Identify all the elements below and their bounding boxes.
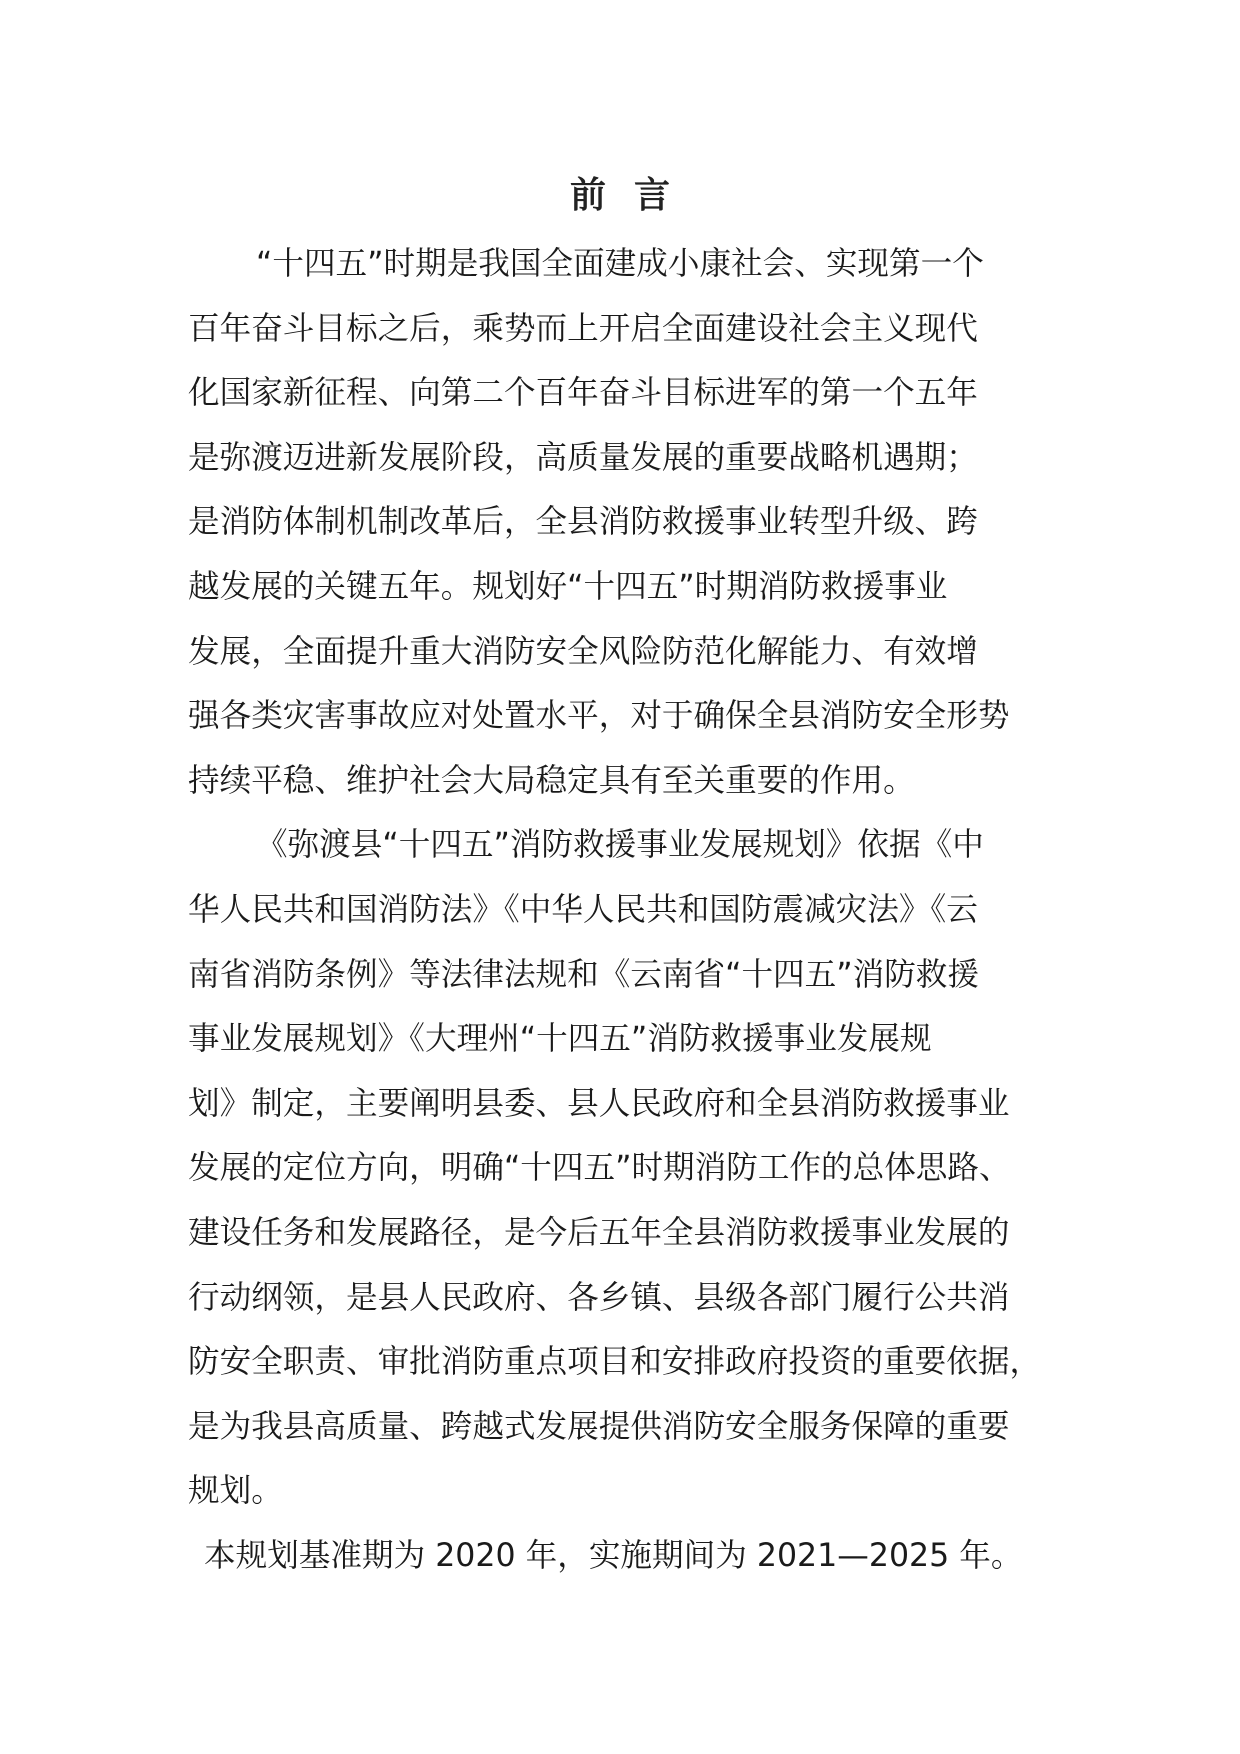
body-line: 行动纲领，是县人民政府、各乡镇、县级各部门履行公共消: [188, 1279, 1010, 1316]
body-line: 是弥渡迈进新发展阶段，高质量发展的重要战略机遇期；: [188, 439, 978, 476]
body-line: 化国家新征程、向第二个百年奋斗目标进军的第一个五年: [188, 375, 978, 412]
body-line: 建设任务和发展路径，是今后五年全县消防救援事业发展的: [188, 1214, 1010, 1251]
body-line: 是为我县高质量、跨越式发展提供消防安全服务保障的重要: [188, 1408, 1010, 1445]
body-line: 发展，全面提升重大消防安全风险防范化解能力、有效增: [188, 633, 978, 670]
body-line: 划》制定，主要阐明县委、县人民政府和全县消防救援事业: [188, 1085, 1010, 1122]
body-line: 本规划基准期为 2020 年，实施期间为 2021—2025 年。: [204, 1537, 1023, 1574]
body-line: 越发展的关键五年。规划好“十四五”时期消防救援事业: [188, 568, 948, 605]
body-line: 发展的定位方向，明确“十四五”时期消防工作的总体思路、: [188, 1150, 1011, 1187]
document-body: [188, 232, 1068, 1588]
page-title: 前言: [569, 175, 698, 216]
body-line: 是消防体制机制改革后，全县消防救援事业转型升级、跨: [188, 504, 978, 541]
body-line: 事业发展规划》《大理州“十四五”消防救援事业发展规: [188, 1021, 932, 1058]
body-line: 南省消防条例》等法律法规和《云南省“十四五”消防救援: [188, 956, 979, 993]
body-line: 百年奋斗目标之后，乘势而上开启全面建设社会主义现代: [188, 310, 978, 347]
body-line: “十四五”时期是我国全面建成小康社会、实现第一个: [256, 246, 984, 282]
body-line: 华人民共和国消防法》《中华人民共和国防震减灾法》《云: [188, 891, 978, 928]
body-line: 防安全职责、审批消防重点项目和安排政府投资的重要依据，: [188, 1344, 1042, 1381]
body-line: 规划。: [188, 1473, 283, 1510]
body-line: 强各类灾害事故应对处置水平，对于确保全县消防安全形势: [188, 698, 1010, 735]
body-line: 持续平稳、维护社会大局稳定具有至关重要的作用。: [188, 762, 915, 799]
body-line: 《弥渡县“十四五”消防救援事业发展规划》依据《中: [256, 827, 984, 864]
